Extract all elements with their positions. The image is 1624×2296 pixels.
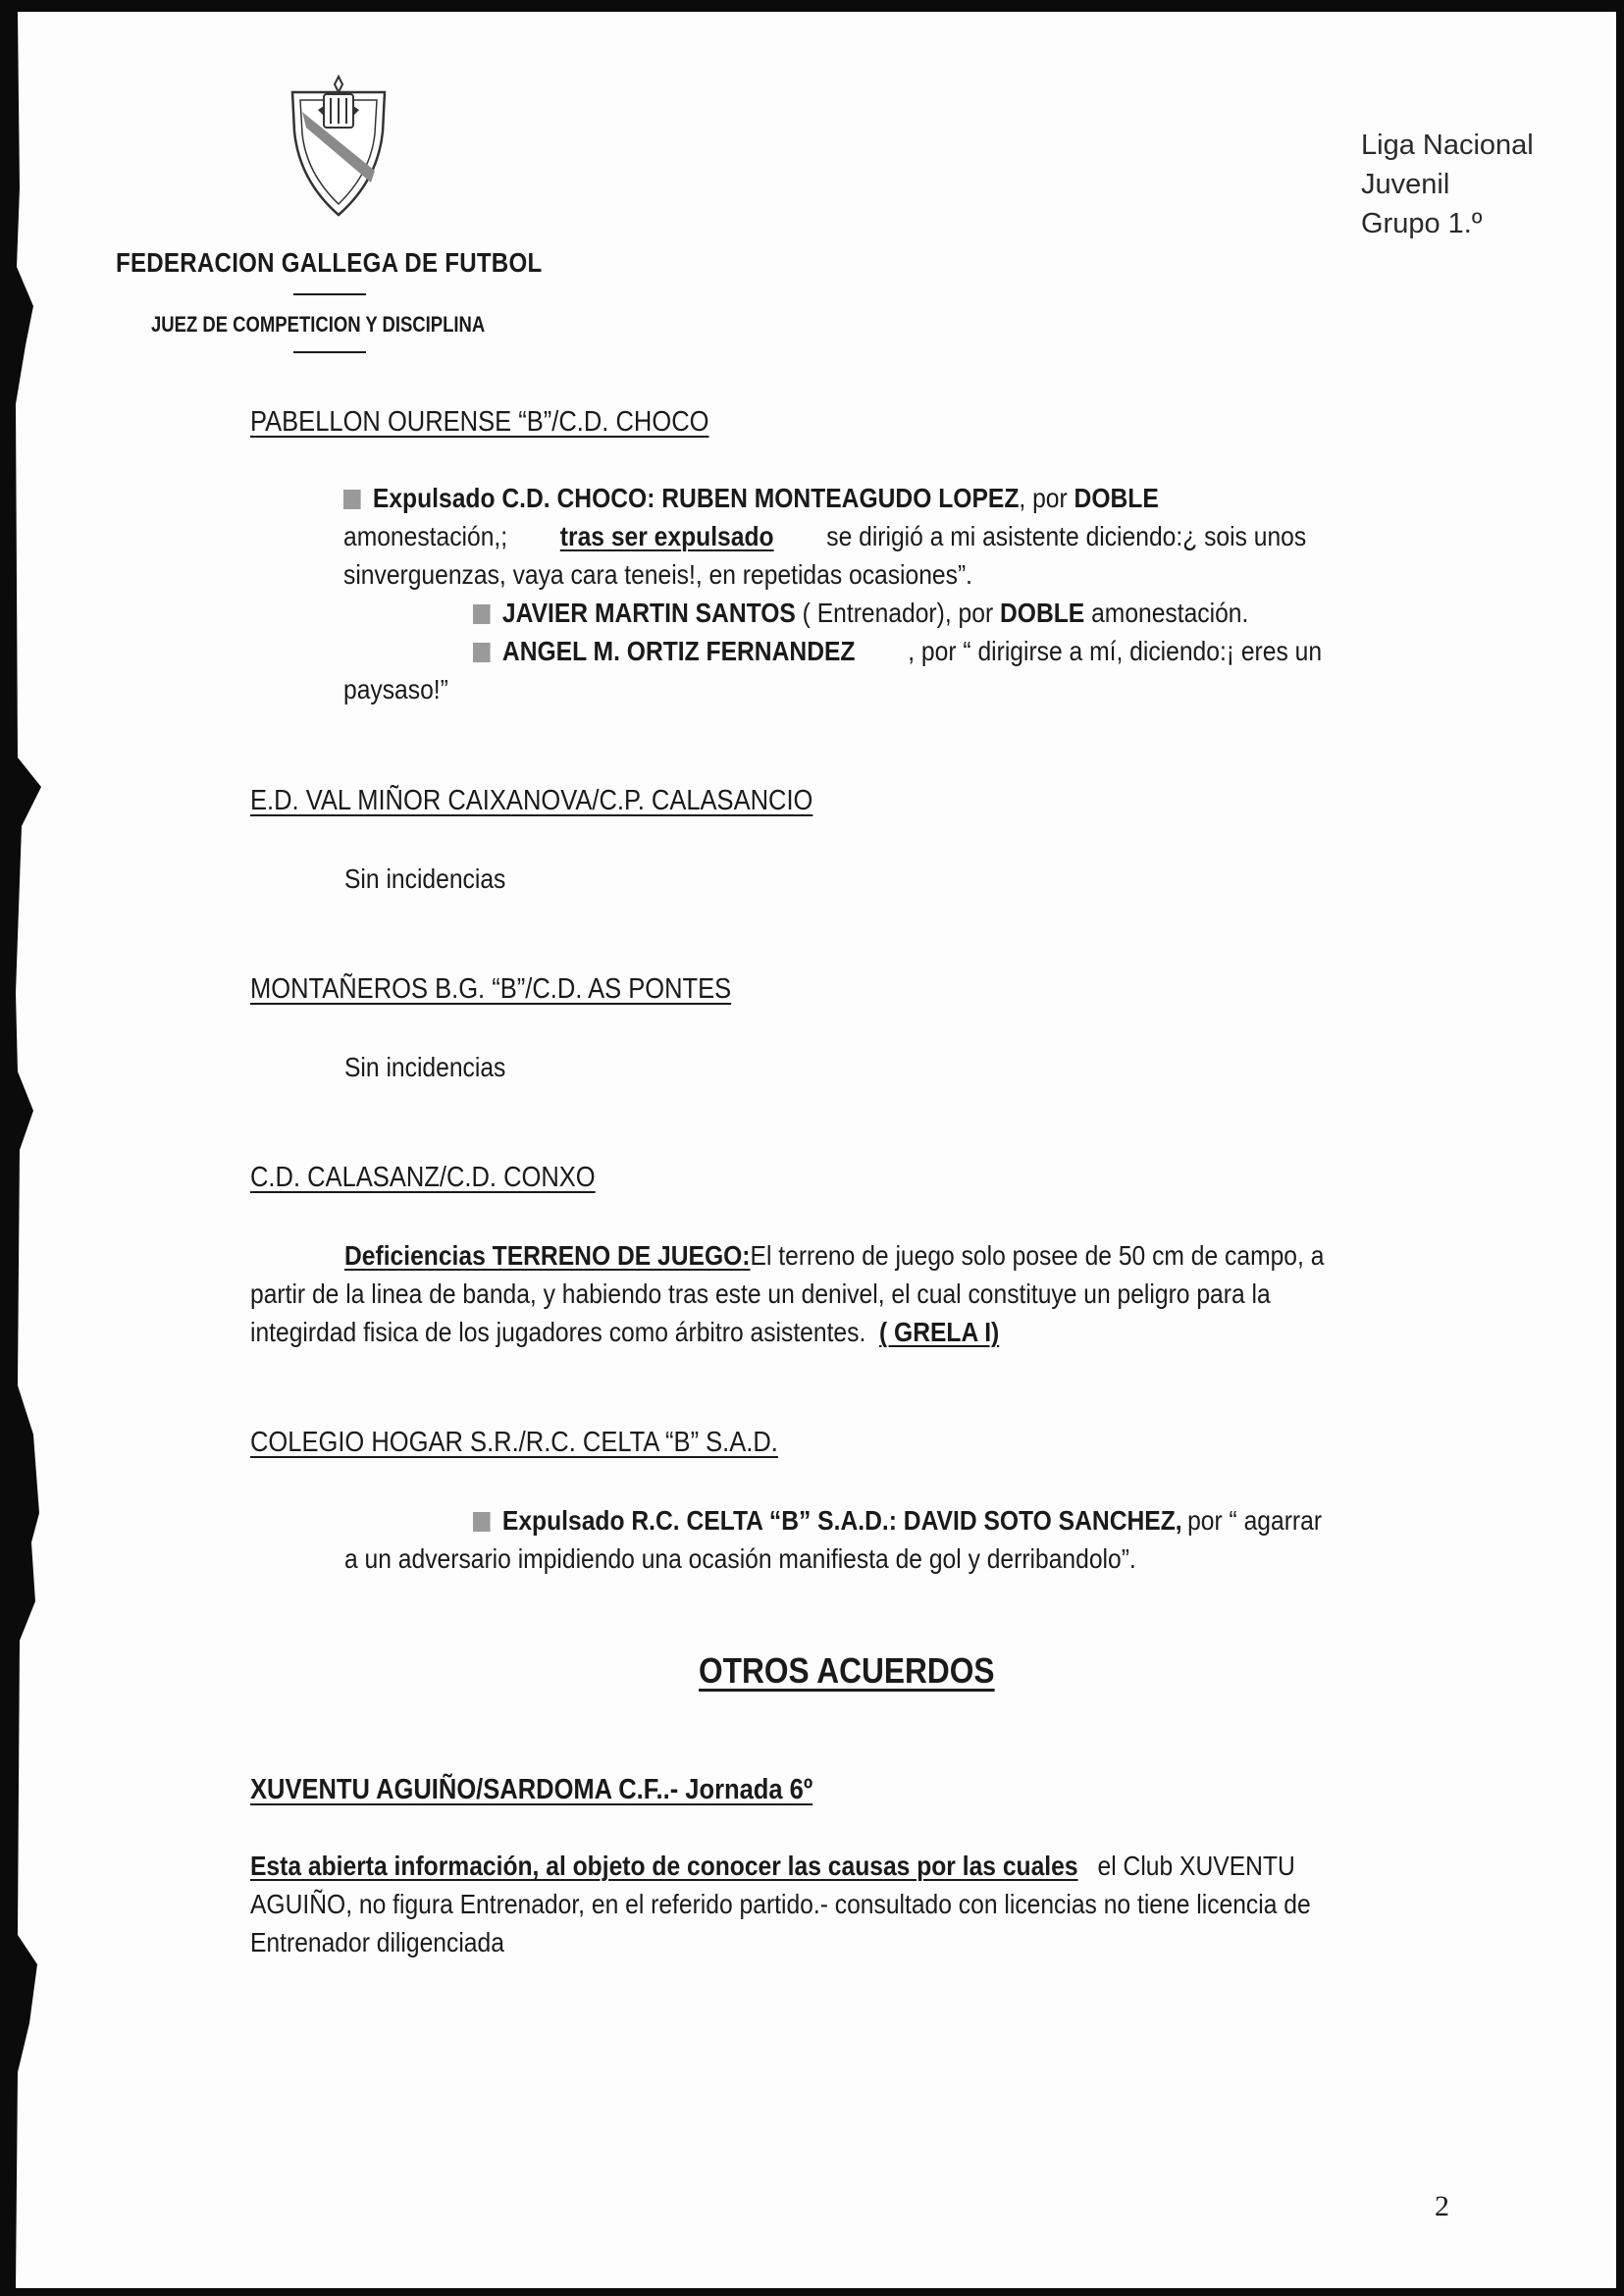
- sanction-text: amonestación,; tras ser expulsado se dirigió a mi asistente diciendo:¿ sois unos: [343, 521, 1307, 551]
- document-page: [12, 12, 1616, 2288]
- incident-text: integirdad fisica de los jugadores como árbitro asistentes. ( GRELA I): [250, 1317, 1000, 1347]
- league-info: [1361, 126, 1534, 243]
- incident-text: Deficiencias TERRENO DE JUEGO: El terreno de juego solo posee de 50 cm de campo, a: [344, 1236, 1306, 1275]
- agreement-text: Entrenador diligenciada: [250, 1927, 504, 1957]
- sanction-item: Expulsado C.D. CHOCO: RUBEN MONTEAGUDO LOPEZ, por DOBLE: [343, 479, 1306, 517]
- match-title: E.D. VAL MIÑOR CAIXANOVA/C.P. CALASANCIO: [250, 785, 813, 816]
- agreement-text: Esta abierta información, al objeto de conocer las causas por las cuales el Club XUVENTU: [250, 1851, 1295, 1881]
- match-title: MONTAÑEROS B.G. “B”/C.D. AS PONTES: [250, 973, 732, 1005]
- page-number: 2: [1435, 2190, 1449, 2222]
- judge-title: JUEZ DE COMPETICION Y DISCIPLINA: [151, 312, 486, 337]
- field-reference: ( GRELA I): [878, 1317, 1000, 1347]
- league-line: Liga Nacional: [1361, 130, 1534, 161]
- sanction-item: JAVIER MARTIN SANTOS ( Entrenador), por DOBLE amonestación.: [473, 594, 1248, 632]
- sanction-subject: Expulsado C.D. CHOCO: RUBEN MONTEAGUDO LOPEZ: [372, 483, 1020, 513]
- incident-text: partir de la linea de banda, y habiendo tras este un denivel, el cual constituye un peligro para la: [250, 1278, 1271, 1309]
- federation-name: FEDERACION GALLEGA DE FUTBOL: [116, 247, 543, 278]
- sanction-text: a un adversario impidiendo una ocasión manifiesta de gol y derribandolo”.: [344, 1543, 1136, 1574]
- header-divider: [293, 293, 366, 295]
- match-title: COLEGIO HOGAR S.R./R.C. CELTA “B” S.A.D.: [250, 1427, 778, 1458]
- bullet-icon: [473, 604, 491, 624]
- bullet-icon: [473, 643, 491, 662]
- sanction-item: ANGEL M. ORTIZ FERNANDEZ , por “ dirigirse a mí, diciendo:¡ eres un: [473, 632, 1322, 670]
- agreement-text: AGUIÑO, no figura Entrenador, en el referido partido.- consultado con licencias no tiene licencia de: [250, 1889, 1311, 1919]
- bullet-icon: [473, 1512, 491, 1532]
- bullet-icon: [343, 490, 361, 509]
- sanction-item: Expulsado R.C. CELTA “B” S.A.D.: DAVID SOTO SANCHEZ, por “ agarrar: [473, 1501, 1322, 1539]
- incident-text: Sin incidencias: [344, 863, 506, 894]
- sanction-text: sinverguenzas, vaya cara teneis!, en repetidas ocasiones”.: [343, 559, 973, 590]
- section-heading: OTROS ACUERDOS: [699, 1650, 995, 1691]
- match-title: C.D. CALASANZ/C.D. CONXO: [250, 1162, 596, 1193]
- match-title: PABELLON OURENSE “B”/C.D. CHOCO: [250, 406, 709, 438]
- torn-edge: [12, 12, 51, 2288]
- header-divider: [293, 351, 366, 353]
- federation-crest-icon: [285, 73, 393, 220]
- sanction-text: paysaso!”: [343, 674, 448, 704]
- league-line: Juvenil: [1361, 169, 1450, 200]
- deficiency-label: Deficiencias TERRENO DE JUEGO:: [344, 1240, 751, 1271]
- incident-text: Sin incidencias: [344, 1052, 506, 1082]
- league-line: Grupo 1.º: [1361, 208, 1483, 239]
- agreement-title: XUVENTU AGUIÑO/SARDOMA C.F..- Jornada 6º: [250, 1774, 813, 1805]
